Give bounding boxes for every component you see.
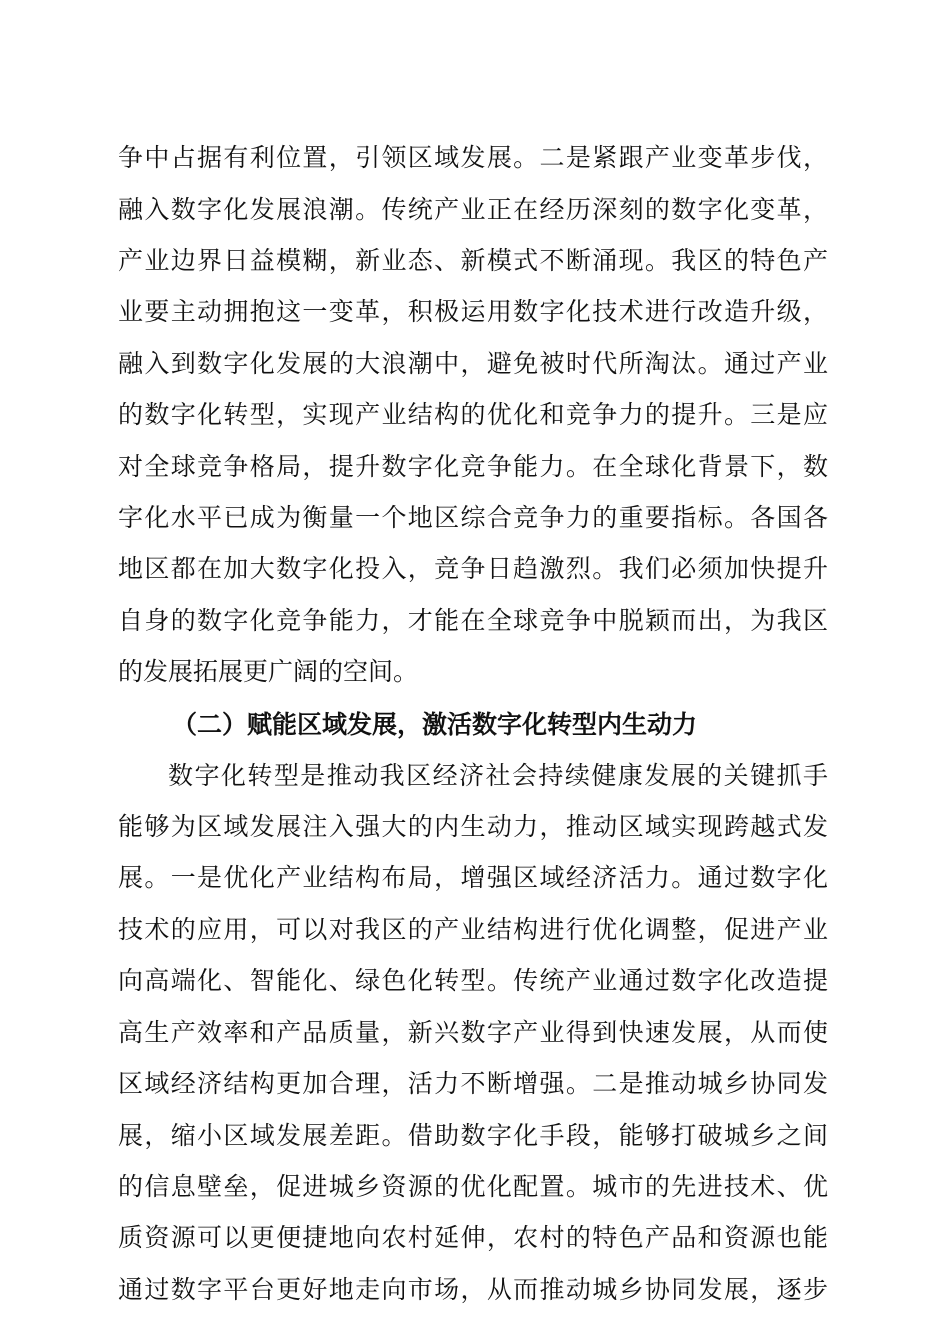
text-line: 展。一是优化产业结构布局，增强区域经济活力。通过数字化 [118, 863, 828, 892]
text-line: 融入到数字化发展的大浪潮中，避免被时代所淘汰。通过产业 [118, 349, 828, 378]
text-line: 地区都在加大数字化投入，竞争日趋激烈。我们必须加快提升 [118, 554, 828, 583]
text-line: 展，缩小区域发展差距。借助数字化手段，能够打破城乡之间 [118, 1121, 828, 1150]
text-line: 对全球竞争格局，提升数字化竞争能力。在全球化背景下，数 [118, 452, 828, 481]
text-line: 区域经济结构更加合理，活力不断增强。二是推动城乡协同发 [118, 1069, 828, 1098]
text-line: 向高端化、智能化、绿色化转型。传统产业通过数字化改造提 [118, 966, 828, 995]
text-line: 的发展拓展更广阔的空间。 [118, 657, 419, 686]
text-line: 能够为区域发展注入强大的内生动力，推动区域实现跨越式发 [118, 812, 828, 841]
text-line: 产业边界日益模糊，新业态、新模式不断涌现。我区的特色产 [118, 246, 828, 275]
text-line: 的数字化转型，实现产业结构的优化和竞争力的提升。三是应 [118, 400, 828, 429]
text-line: 争中占据有利位置，引领区域发展。二是紧跟产业变革步伐， [118, 143, 828, 172]
text-line: 业要主动拥抱这一变革，积极运用数字化技术进行改造升级， [118, 297, 828, 326]
text-line: 质资源可以更便捷地向农村延伸，农村的特色产品和资源也能 [118, 1223, 828, 1252]
section-heading: （二）赋能区域发展，激活数字化转型内生动力 [172, 710, 698, 739]
text-line: 技术的应用，可以对我区的产业结构进行优化调整，促进产业 [118, 915, 828, 944]
text-line: 通过数字平台更好地走向市场，从而推动城乡协同发展，逐步 [118, 1275, 828, 1304]
text-line: 自身的数字化竞争能力，才能在全球竞争中脱颖而出，为我区 [118, 606, 828, 635]
text-line: 字化水平已成为衡量一个地区综合竞争力的重要指标。各国各 [118, 503, 828, 532]
text-line: 数字化转型是推动我区经济社会持续健康发展的关键抓手 [168, 761, 828, 790]
text-line: 融入数字化发展浪潮。传统产业正在经历深刻的数字化变革， [118, 195, 828, 224]
text-line: 高生产效率和产品质量，新兴数字产业得到快速发展，从而使 [118, 1018, 828, 1047]
text-line: 的信息壁垒，促进城乡资源的优化配置。城市的先进技术、优 [118, 1172, 828, 1201]
